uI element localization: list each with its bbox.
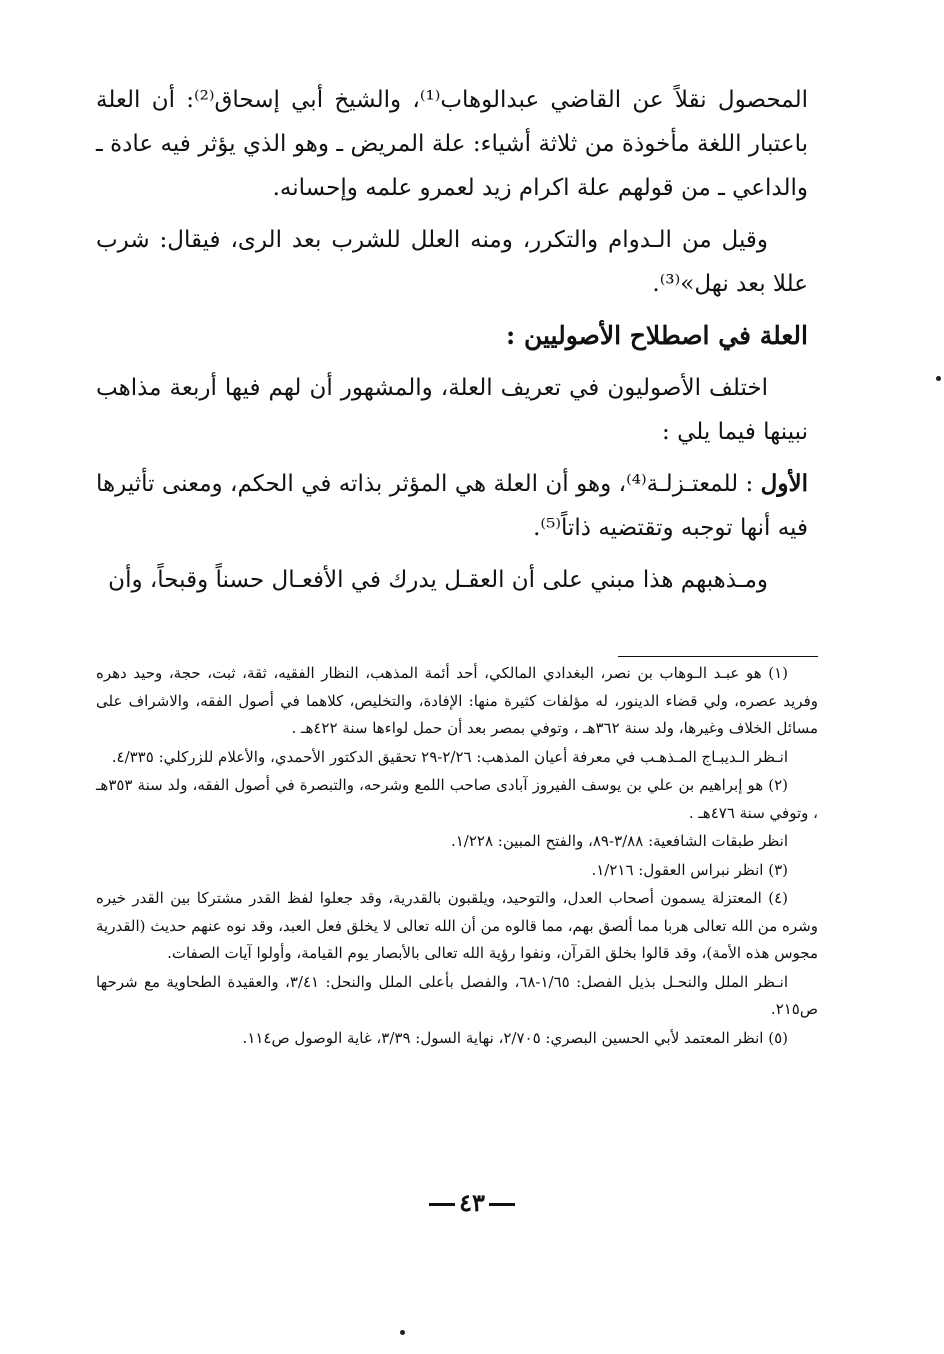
footnote-2: (٢) هو إبراهيم بن علي بن يوسف الفيروز آبادى صاحب اللمع وشرحه، والتبصرة في أصول الفقه، ولد سنة ٣٥٣هـ ، وتوفي سنة ٤٧٦هـ .: [96, 776, 818, 822]
main-text: [96, 78, 808, 610]
paragraph-5: ومـذهبهم هذا مبني على أن العقـل يدرك في الأفعـال حسناً وقبحاً، وأن: [108, 567, 768, 593]
paragraph-3: اختلف الأصوليون في تعريف العلة، والمشهور أن لهم فيها أربعة مذاهب نبينها فيما يلي :: [96, 375, 808, 445]
paragraph-4-lead: الأول: [760, 470, 808, 497]
page-number-dash-right: [489, 1203, 515, 1206]
paragraph-1: المحصول نقلاً عن القاضي عبدالوهاب⁽¹⁾، والشيخ أبي إسحاق⁽²⁾: أن العلة باعتبار اللغة مأخوذة من ثلاثة أشياء: علة المريض ـ وهو الذي يؤثر فيه عادة ـ والداعي ـ من قولهم علة اكرام زيد لعمرو علمه وإحسانه.: [96, 87, 808, 201]
page-number-dash-left: [429, 1203, 455, 1206]
section-heading: العلة في اصطلاح الأصوليين :: [506, 321, 808, 350]
footnote-2-ref: انظر طبقات الشافعية: ٣/٨٨-٨٩، والفتح المبين: ١/٢٢٨.: [450, 832, 788, 850]
footnotes: [96, 660, 818, 1053]
footnote-4-ref: انـظر الملل والنحـل بذيل الفصل: ١/٦٥-٦٨، والفصل بأعلى الملل والنحل: ٣/٤١، والعقيدة الطحاوية مع شرحها ص٢١٥.: [96, 972, 818, 1018]
paragraph-4: [96, 462, 808, 550]
scan-speck: [936, 376, 941, 381]
footnote-3: (٣) انظر نبراس العقول: ١/٢١٦.: [591, 860, 788, 879]
footnote-1: (١) هو عبـد الـوهاب بن نصر، البغدادي المالكي، أحد أئمة المذهب، النظار الفقيه، ثقة، ثبت، حجة، وحيد دهره وفريد عصره، ولي قضاء الدينور، له مؤلفات كثيرة منها: الإفادة، والتخليص، كلاهما في أصول الفقه، والاشراف على مسائل الخلاف وغيرها، ولد سنة ٣٦٢هـ ، وتوفي بمصر بعد أن حمل لواءها سنة ٤٢٢هـ .: [96, 664, 818, 737]
page-number-value: ٤٣: [459, 1188, 485, 1217]
footnote-4: (٤) المعتزلة يسمون أصحاب العدل، والتوحيد، ويلقبون بالقدرية، وقد جعلوا لفظ القدر مشتركا بين القدر خيره وشره من الله تعالى هربا مما ألصق بهم، مما قالوه من أن الله تعالى لا يخلق فعل العبد، وقد نوه عنهم حديث (القدرية مجوس هذه الأمة)، وقد قالوا بخلق القرآن، ونفوا رؤية الله تعالى بالأبصار يوم القيامة، وأولوا آيات الصفات.: [96, 889, 818, 962]
paragraph-2: وقيل من الـدوام والتكرر، ومنه العلل للشرب بعد الرى، فيقال: شرب عللا بعد نهل»⁽³⁾.: [96, 227, 808, 297]
footnote-5: (٥) انظر المعتمد لأبي الحسين البصري: ٢/٧٠٥، نهاية السول: ٣/٣٩، غاية الوصول ص١١٤.: [242, 1028, 788, 1047]
scan-speck: [400, 1330, 405, 1335]
page-number: [0, 1188, 944, 1217]
footnote-1-ref: انـظر الـديبـاج المـذهـب في معرفة أعيان المذهب: ٢/٢٦-٢٩ تحقيق الدكتور الأحمدي، والأعلام للزركلي: ٤/٣٣٥.: [111, 747, 788, 766]
paragraph-4-text: : للمعتـزلـة⁽⁴⁾، وهو أن العلة هي المؤثر بذاته في الحكم، ومعنى تأثيرها فيه أنها توجبه وتقتضيه ذاتاً⁽⁵⁾.: [96, 471, 808, 541]
footnote-separator: [618, 656, 818, 657]
